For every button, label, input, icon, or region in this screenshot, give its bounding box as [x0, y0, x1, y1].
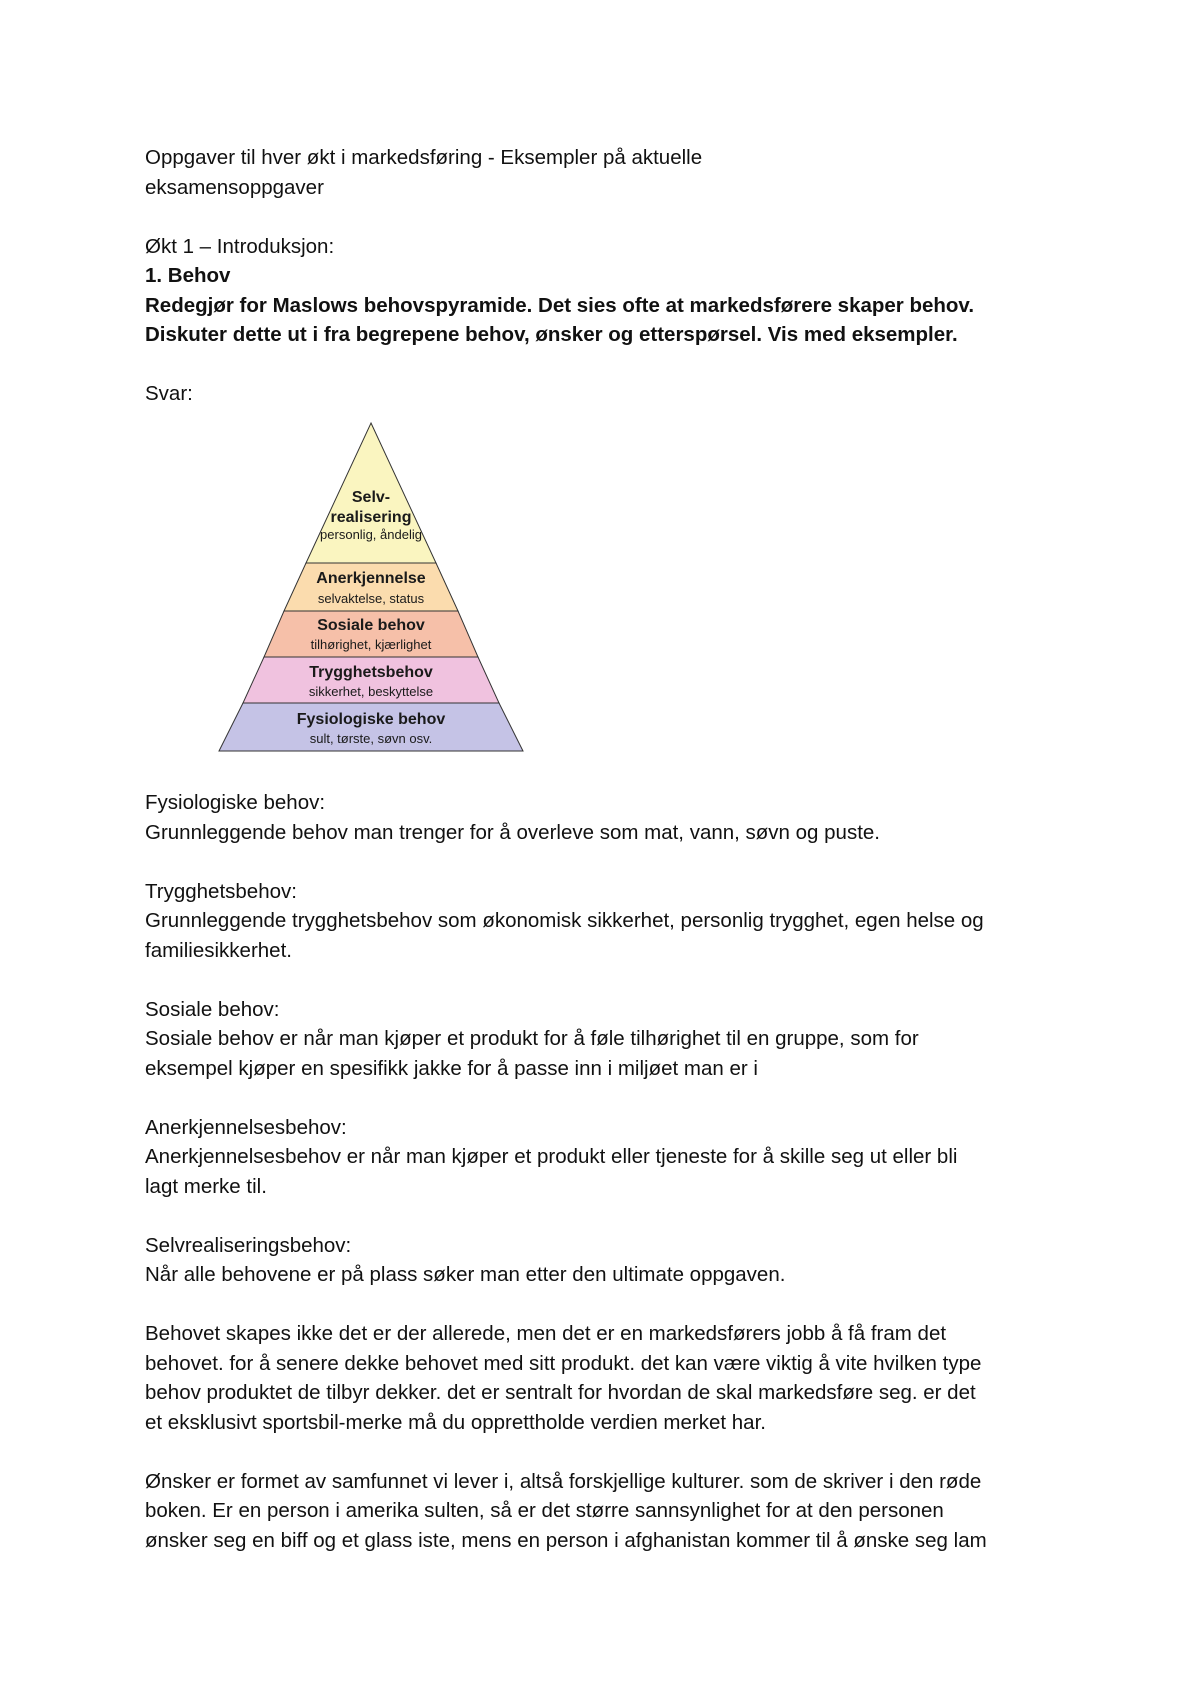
pyramid-level-1-subtitle: personlig, åndelig [320, 526, 422, 542]
task-text-line-2: Diskuter dette ut i fra begrepene behov, ønsker og etterspørsel. Vis med eksempler. [145, 323, 958, 346]
spacer [145, 847, 1065, 877]
section-heading-self-actualization: Selvrealiseringsbehov: [145, 1233, 352, 1257]
document-title-line-1: Oppgaver til hver økt i markedsføring - Eksempler på aktuelle [145, 146, 703, 169]
pyramid-level-5-subtitle: sult, tørste, søvn osv. [309, 730, 433, 746]
section-text-physiological-line-1: Grunnleggende behov man trenger for å overleve som mat, vann, søvn og puste. [145, 820, 880, 844]
pyramid-level-1-title: Selv- [351, 488, 391, 506]
pyramid-level-1-title-2: realisering [330, 508, 412, 526]
pyramid-level-3-title: Sosiale behov [317, 616, 425, 634]
spacer [145, 759, 1065, 789]
paragraph-1-line-2: behovet. for å senere dekke behovet med sitt produkt. det kan være viktig å vite hvilken type [145, 1351, 982, 1375]
paragraph-2-line-3: ønsker seg en biff og et glass iste, mens en person i afghanistan kommer til å ønske seg lam [145, 1528, 987, 1552]
document-page [145, 143, 1065, 1555]
task-number: 1. Behov [145, 264, 231, 287]
section-text-safety-line-2: familiesikkerhet. [145, 938, 292, 962]
spacer [145, 1290, 1065, 1320]
section-text-esteem-line-2: lagt merke til. [145, 1174, 267, 1198]
pyramid-level-5-title: Fysiologiske behov [296, 710, 446, 728]
section-text-safety-line-1: Grunnleggende trygghetsbehov som økonomisk sikkerhet, personlig trygghet, egen helse og [145, 909, 984, 932]
document-title-line-2: eksamensoppgaver [145, 175, 324, 199]
section-text-social-line-2: eksempel kjøper en spesifikk jakke for å passe inn i miljøet man er i [145, 1056, 758, 1080]
spacer [145, 202, 1065, 232]
paragraph-1-line-4: et eksklusivt sportsbil-merke må du opprettholde verdien merket har. [145, 1410, 766, 1434]
section-text-esteem-line-1: Anerkjennelsesbehov er når man kjøper et produkt eller tjeneste for å skille seg ut eller bli [145, 1145, 958, 1168]
paragraph-1-line-1: Behovet skapes ikke det er der allerede, men det er en markedsførers jobb å få fram det [145, 1322, 947, 1345]
pyramid-level-4-subtitle: sikkerhet, beskyttelse [308, 683, 434, 699]
task-text-line-1: Redegjør for Maslows behovspyramide. Det sies ofte at markedsførere skaper behov. [145, 293, 975, 317]
paragraph-1-line-3: behov produktet de tilbyr dekker. det er sentralt for hvordan de skal markedsføre seg. er det [145, 1381, 976, 1404]
session-heading: Økt 1 – Introduksjon: [145, 234, 335, 258]
answer-label: Svar: [145, 382, 193, 405]
pyramid-level-2-title: Anerkjennelse [316, 569, 426, 587]
section-heading-safety: Trygghetsbehov: [145, 879, 297, 903]
spacer [145, 965, 1065, 995]
spacer [145, 1201, 1065, 1231]
section-text-self-actualization-line-1: Når alle behovene er på plass søker man etter den ultimate oppgaven. [145, 1263, 786, 1286]
section-heading-physiological: Fysiologiske behov: [145, 791, 326, 814]
section-heading-esteem: Anerkjennelsesbehov: [145, 1115, 347, 1139]
pyramid-level-4-title: Trygghetsbehov [309, 663, 433, 681]
spacer [145, 350, 1065, 380]
pyramid-level-3-subtitle: tilhørighet, kjærlighet [310, 636, 432, 652]
paragraph-2-line-1: Ønsker er formet av samfunnet vi lever i, altså forskjellige kulturer. som de skriver i den røde [145, 1469, 982, 1493]
spacer [145, 1437, 1065, 1467]
paragraph-2-line-2: boken. Er en person i amerika sulten, så er det større sannsynlighet for at den personen [145, 1499, 944, 1522]
spacer [145, 1083, 1065, 1113]
section-heading-social: Sosiale behov: [145, 997, 280, 1021]
pyramid-level-2-subtitle: selvaktelse, status [317, 590, 425, 606]
section-text-social-line-1: Sosiale behov er når man kjøper et produkt for å føle tilhørighet til en gruppe, som for [145, 1027, 919, 1050]
maslow-pyramid [171, 415, 571, 759]
maslow-pyramid-svg [171, 415, 571, 759]
